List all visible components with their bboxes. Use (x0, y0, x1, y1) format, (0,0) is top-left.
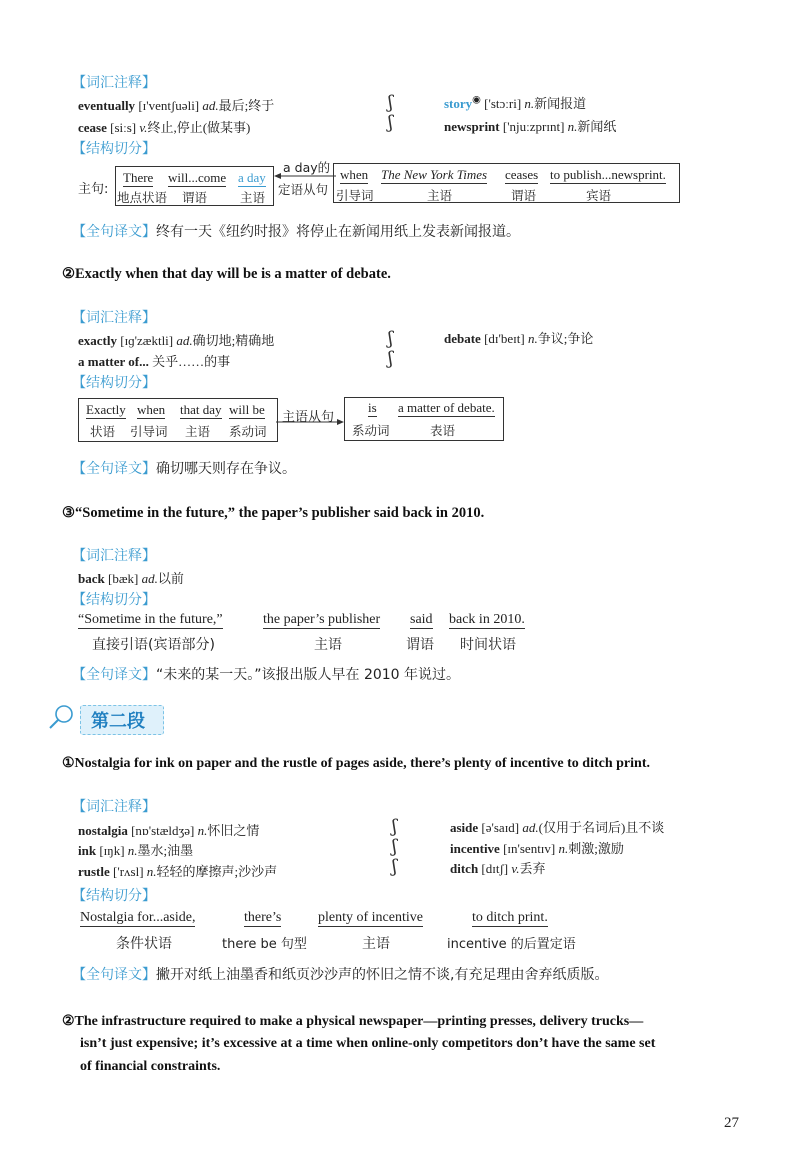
section-title: 第二段 (91, 711, 145, 732)
segment: is (368, 400, 377, 415)
segment: There (123, 170, 154, 185)
attr-note-line1: a day的 (283, 160, 331, 175)
translation-text: 撇开对纸上油墨香和纸页沙沙声的怀旧之情不谈,有充足理由舍弃纸质版。 (156, 967, 609, 983)
translation-label: 【全句译文】 (72, 224, 156, 240)
translation-row (72, 664, 460, 684)
segment-role: 宾语 (586, 188, 612, 203)
segment: Nostalgia for...aside, (80, 910, 196, 925)
structure-label: 【结构切分】 (72, 141, 156, 157)
vocab-word: nostalgia (78, 823, 128, 838)
page-number: 27 (724, 1115, 739, 1131)
vocab-entry: ink [ɪŋk] n.墨水;油墨 (78, 843, 194, 858)
vocab-word: aside (450, 820, 479, 835)
sentence-heading-line2: isn’t just expensive; it’s excessive at a time when online-only competitors don’t have the same set (80, 1036, 656, 1051)
segment-role: 系动词 (352, 423, 390, 438)
vocab-label: 【词汇注释】 (72, 799, 156, 815)
main-clause-label: 主句: (78, 182, 109, 197)
vocab-entry: debate [dɪ'beɪt] n.争议;争论 (444, 331, 594, 346)
segment-role: incentive 的后置定语 (447, 937, 576, 952)
segment: a matter of debate. (398, 400, 495, 415)
segment: plenty of incentive (318, 910, 423, 925)
translation-label: 【全句译文】 (72, 967, 156, 983)
segment: Exactly (86, 402, 126, 417)
vocab-entry: cease [siːs] v.终止,停止(做某事) (78, 120, 251, 135)
clause-tag: 主语从句 (282, 410, 335, 425)
vocab-word: incentive (450, 841, 500, 856)
vocab-word: exactly (78, 333, 117, 348)
structure-label: 【结构切分】 (72, 592, 156, 608)
segment-role: 主语 (427, 188, 453, 203)
segment: the paper’s publisher (263, 612, 381, 627)
sentence-heading: ①Nostalgia for ink on paper and the rustle of pages aside, there’s plenty of incentive to ditch print. (62, 756, 650, 771)
magnifier-icon (46, 702, 76, 732)
sentence-heading: ②Exactly when that day will be is a matter of debate. (62, 266, 391, 282)
segment: there’s (244, 910, 282, 925)
structure-label: 【结构切分】 (72, 888, 156, 904)
translation-row (72, 964, 608, 984)
divider-squiggle: ʃ (388, 112, 393, 133)
vocab-entry: rustle ['rʌsl] n.轻轻的摩擦声;沙沙声 (78, 864, 278, 879)
segment-role: 地点状语 (117, 190, 168, 205)
structure-label: 【结构切分】 (72, 375, 156, 391)
vocab-label: 【词汇注释】 (72, 310, 156, 326)
segment-role: 引导词 (336, 188, 374, 203)
vocab-word: story (444, 96, 473, 111)
segment: to publish...newsprint. (550, 167, 666, 182)
attr-note-line2: 定语从句 (278, 182, 329, 197)
segment: said (410, 612, 433, 627)
sentence-heading-line1: ②The infrastructure required to make a physical newspaper—printing presses, delivery trucks— (62, 1014, 644, 1029)
segment-role: 引导词 (130, 424, 168, 439)
translation-row (72, 458, 296, 478)
divider-squiggle: ʃ (388, 92, 393, 113)
vocab-label: 【词汇注释】 (72, 75, 156, 91)
segment-role: 谓语 (406, 637, 434, 653)
vocab-word: cease (78, 120, 107, 135)
segment: ceases (505, 167, 539, 182)
segment: when (340, 167, 369, 182)
translation-text: “未来的某一天。”该报出版人早在 2010 年说过。 (156, 667, 461, 683)
segment-role: 主语 (362, 936, 390, 952)
divider-squiggle: ʃ (388, 328, 393, 349)
vocab-label: 【词汇注释】 (72, 548, 156, 564)
vocab-word: debate (444, 331, 481, 346)
divider-squiggle: ʃ (392, 856, 397, 877)
vocab-entry: back [bæk] ad.以前 (78, 571, 184, 586)
vocab-entry: story◉ ['stɔːri] n.新闻报道 (444, 94, 587, 111)
segment-role: 时间状语 (460, 637, 516, 653)
segment-role: 主语 (185, 424, 211, 439)
segment-role: 谓语 (182, 190, 208, 205)
vocab-entry: ditch [dɪtʃ] v.丢弃 (450, 861, 546, 876)
translation-text: 确切哪天则存在争议。 (156, 461, 296, 477)
segment-role: 主语 (314, 637, 342, 653)
sentence-heading: ③“Sometime in the future,” the paper’s publisher said back in 2010. (62, 505, 485, 521)
divider-squiggle: ʃ (392, 836, 397, 857)
vocab-entry: a matter of... 关乎……的事 (78, 354, 231, 369)
vocab-word: newsprint (444, 119, 500, 134)
segment-role: 系动词 (229, 424, 267, 439)
segment-role: 谓语 (511, 188, 537, 203)
vocab-entry: newsprint ['njuːzprɪnt] n.新闻纸 (444, 119, 617, 134)
segment-role: 直接引语(宾语部分) (92, 637, 215, 653)
sentence-heading-line3: of financial constraints. (80, 1059, 221, 1074)
segment-antecedent: a day (238, 170, 266, 185)
vocab-word: eventually (78, 98, 136, 113)
translation-row (72, 221, 520, 241)
segment: back in 2010. (449, 612, 525, 627)
segment-role: 表语 (430, 423, 456, 438)
divider-squiggle: ʃ (388, 348, 393, 369)
segment-role: 状语 (90, 424, 116, 439)
segment: will...come (168, 170, 227, 185)
segment: “Sometime in the future,” (78, 612, 223, 627)
segment: when (137, 402, 166, 417)
vocab-entry: aside [ə'saɪd] ad.(仅用于名词后)且不谈 (450, 820, 665, 835)
segment-role: 条件状语 (116, 936, 172, 952)
vocab-entry: incentive [ɪn'sentɪv] n.刺激;激励 (450, 841, 624, 856)
vocab-word: ditch (450, 861, 479, 876)
divider-squiggle: ʃ (392, 816, 397, 837)
translation-label: 【全句译文】 (72, 461, 156, 477)
segment-role: there be 句型 (222, 937, 307, 952)
vocab-entry: nostalgia [nɒ'stældʒə] n.怀旧之情 (78, 823, 260, 838)
translation-text: 终有一天《纽约时报》将停止在新闻用纸上发表新闻报道。 (156, 224, 520, 240)
vocab-word: ink (78, 843, 97, 858)
segment: that day (180, 402, 222, 417)
segment: to ditch print. (472, 910, 548, 925)
audio-icon: ◉ (472, 94, 481, 106)
vocab-entry: eventually [ɪ'ventʃuəli] ad.最后;终于 (78, 98, 275, 113)
segment: will be (229, 402, 265, 417)
segment: The New York Times (381, 167, 488, 182)
segment-role: 主语 (240, 190, 266, 205)
vocab-word: a matter of... (78, 354, 149, 369)
vocab-entry: exactly [ɪɡ'zæktli] ad.确切地;精确地 (78, 333, 275, 348)
vocab-word: rustle (78, 864, 110, 879)
vocab-word: back (78, 571, 105, 586)
translation-label: 【全句译文】 (72, 667, 156, 683)
